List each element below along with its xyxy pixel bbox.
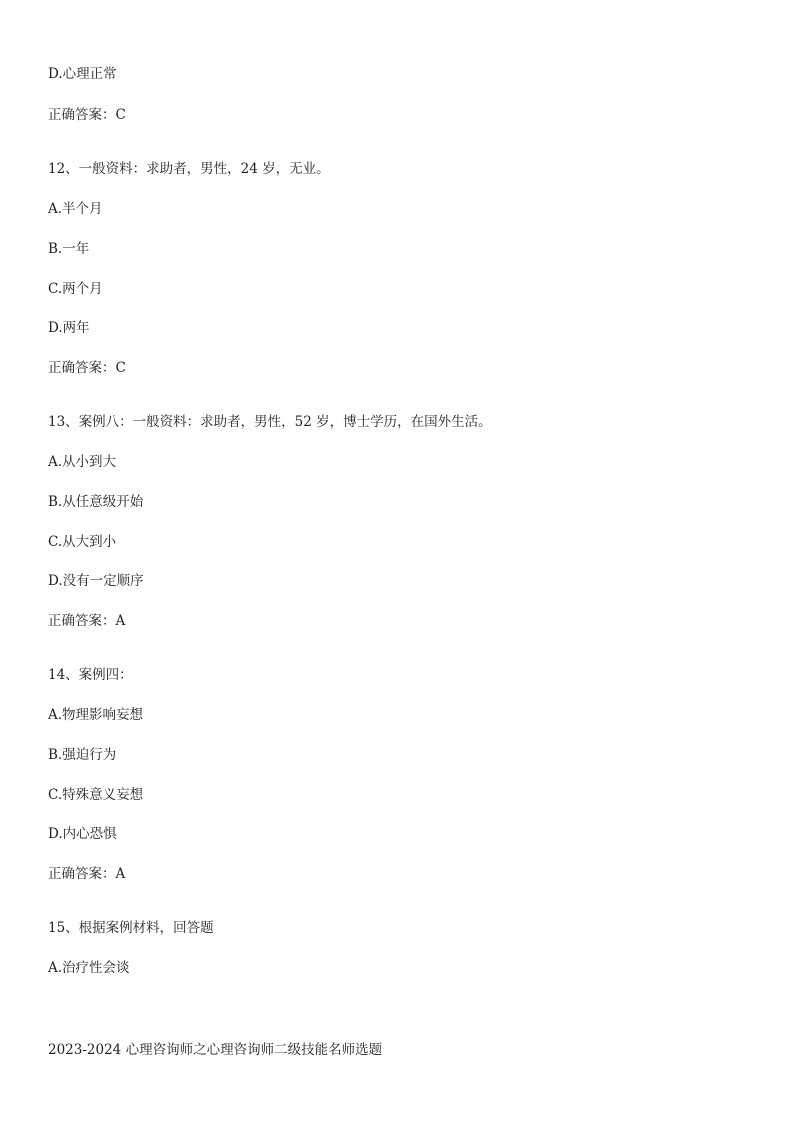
page-footer-title: 2023-2024 心理咨询师之心理咨询师二级技能名师选题 — [48, 1042, 383, 1058]
option-d: D.没有一定顺序 — [48, 573, 144, 589]
option-a: A.治疗性会谈 — [48, 960, 130, 976]
answer-text: 正确答案：C — [48, 360, 126, 376]
question-stem-12: 12、一般资料：求助者，男性，24 岁，无业。 — [48, 161, 330, 177]
answer-text: 正确答案：A — [48, 613, 126, 629]
option-d: D.内心恐惧 — [48, 826, 117, 842]
option-c: C.从大到小 — [48, 534, 117, 550]
option-b: B.从任意级开始 — [48, 494, 144, 510]
option-c: C.两个月 — [48, 281, 103, 297]
option-a: A.物理影响妄想 — [48, 707, 144, 723]
option-b: B.强迫行为 — [48, 747, 117, 763]
question-stem-14: 14、案例四： — [48, 667, 133, 683]
question-stem-13: 13、案例八：一般资料：求助者，男性，52 岁，博士学历，在国外生活。 — [48, 414, 492, 430]
option-c: C.特殊意义妄想 — [48, 787, 144, 803]
option-d: D.心理正常 — [48, 66, 117, 82]
option-a: A.半个月 — [48, 201, 103, 217]
option-a: A.从小到大 — [48, 454, 117, 470]
answer-text: 正确答案：C — [48, 107, 126, 123]
option-d: D.两年 — [48, 320, 90, 336]
question-stem-15: 15、根据案例材料，回答题 — [48, 920, 214, 936]
answer-text: 正确答案：A — [48, 866, 126, 882]
option-b: B.一年 — [48, 241, 90, 257]
